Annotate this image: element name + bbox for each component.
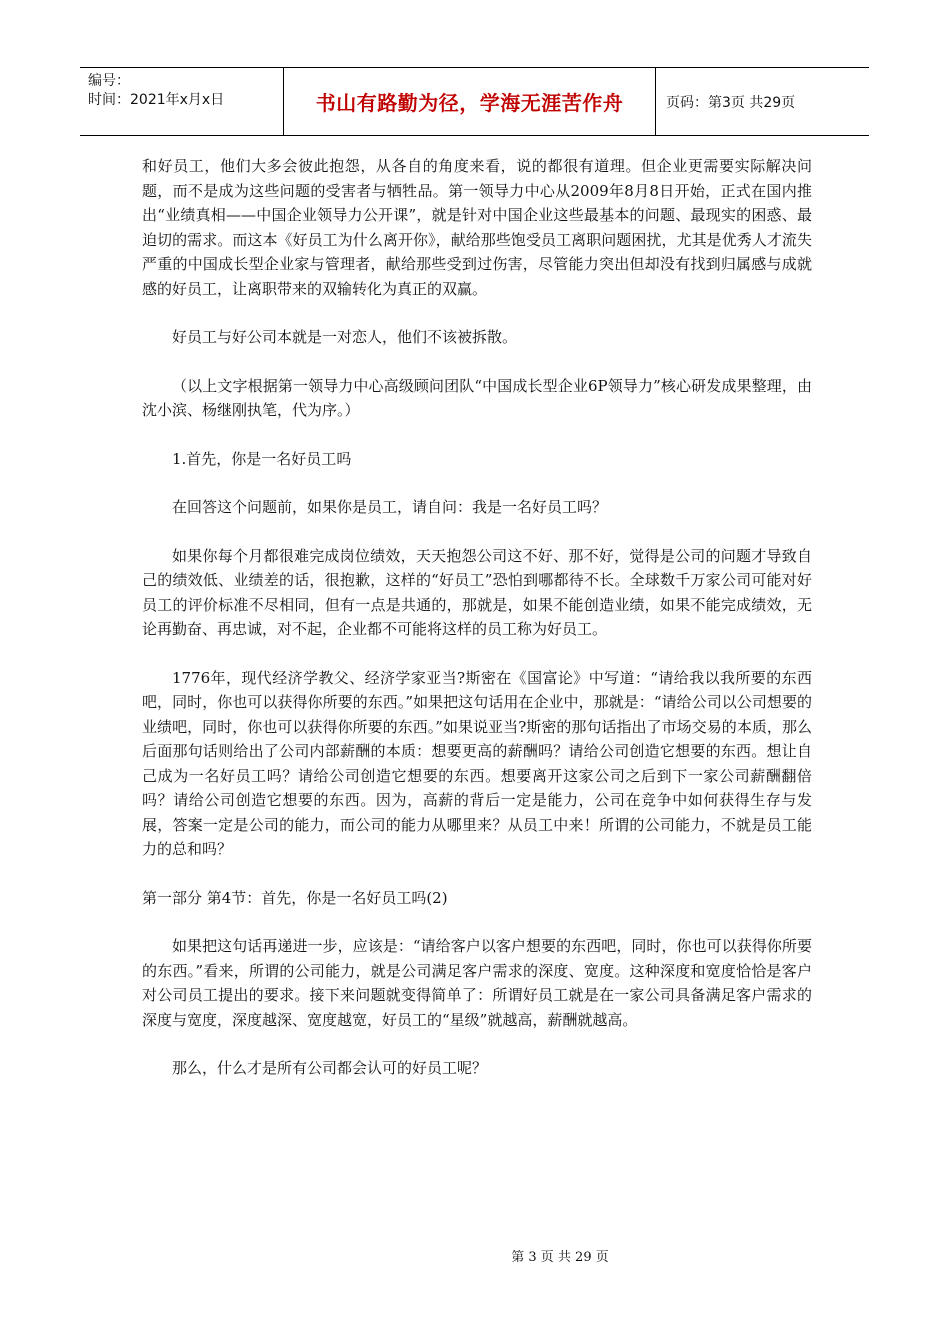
- header-table: [80, 67, 869, 136]
- header-motto: 书山有路勤为径，学海无涯苦作舟: [284, 68, 656, 135]
- paragraph: 如果你每个月都很难完成岗位绩效，天天抱怨公司这不好、那不好，觉得是公司的问题才导致自己的绩效低、业绩差的话，很抱歉，这样的“好员工”恐怕到哪都待不长。全球数千万家公司可能对好员工的评价标准不尽相同，但有一点是共通的，那就是，如果不能创造业绩，如果不能完成绩效，无论再勤奋、再忠诚，对不起，企业都不可能将这样的员工称为好员工。: [142, 546, 812, 638]
- page-footer: 第 3 页 共 29 页: [511, 1250, 609, 1265]
- section-heading: 第一部分 第4节：首先，你是一名好员工吗(2): [142, 888, 448, 907]
- paragraph: 1776年，现代经济学教父、经济学家亚当?斯密在《国富论》中写道：“请给我以我所要的东西吧，同时，你也可以获得你所要的东西。”如果把这句话用在企业中，那就是：“请给公司以公司想要的业绩吧，同时，你也可以获得你所要的东西。”如果说亚当?斯密的那句话指出了市场交易的本质，那么后面那句话则给出了公司内部薪酬的本质：想要更高的薪酬吗？请给公司创造它想要的东西。想让自己成为一名好员工吗？请给公司创造它想要的东西。想要离开这家公司之后到下一家公司薪酬翻倍吗？请给公司创造它想要的东西。因为，高薪的背后一定是能力，公司在竞争中如何获得生存与发展，答案一定是公司的能力，而公司的能力从哪里来？从员工中来！所谓的公司能力，不就是员工能力的总和吗？: [142, 668, 812, 858]
- document-number-label: 编号：: [88, 73, 130, 89]
- header-meta-cell: [80, 68, 284, 135]
- paragraph: 好员工与好公司本就是一对恋人，他们不该被拆散。: [172, 328, 518, 346]
- section-heading: 1.首先，你是一名好员工吗: [172, 449, 352, 468]
- paragraph: （以上文字根据第一领导力中心高级顾问团队“中国成长型企业6P领导力”核心研发成果整理，由沈小滨、杨继刚执笔，代为序。）: [142, 376, 812, 419]
- document-body: [142, 154, 812, 1105]
- document-date-label: 时间：2021年x月x日: [88, 92, 225, 108]
- paragraph: 那么，什么才是所有公司都会认可的好员工呢？: [172, 1059, 488, 1077]
- paragraph: 在回答这个问题前，如果你是员工，请自问：我是一名好员工吗？: [172, 498, 608, 516]
- header-page-label: 页码：第3页 共29页: [666, 94, 796, 111]
- paragraph: 如果把这句话再递进一步，应该是：“请给客户以客户想要的东西吧，同时，你也可以获得你所要的东西。”看来，所谓的公司能力，就是公司满足客户需求的深度、宽度。这种深度和宽度恰恰是客户对公司员工提出的要求。接下来问题就变得简单了：所谓好员工就是在一家公司具备满足客户需求的深度与宽度，深度越深、宽度越宽，好员工的“星级”就越高，薪酬就越高。: [142, 937, 812, 1029]
- paragraph: 和好员工，他们大多会彼此抱怨，从各自的角度来看，说的都很有道理。但企业更需要实际解决问题，而不是成为这些问题的受害者与牺牲品。第一领导力中心从2009年8月8日开始，正式在国内推出“业绩真相——中国企业领导力公开课”，就是针对中国企业这些最基本的问题、最现实的困惑、最迫切的需求。而这本《好员工为什么离开你》，献给那些饱受员工离职问题困扰，尤其是优秀人才流失严重的中国成长型企业家与管理者，献给那些受到过伤害，尽管能力突出但却没有找到归属感与成就感的好员工，让离职带来的双输转化为真正的双赢。: [142, 157, 812, 298]
